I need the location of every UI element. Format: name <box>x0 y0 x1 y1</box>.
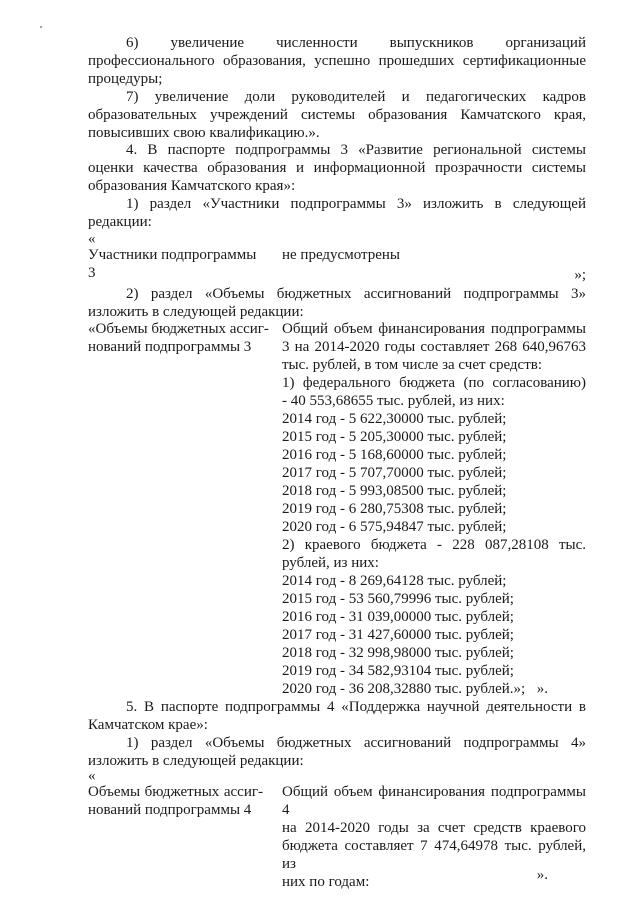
table-budget-3-line: 2016 год - 5 168,60000 тыс. рублей; <box>282 447 507 463</box>
close-quote-2 <box>88 680 586 698</box>
participants-value: не предусмотрены <box>282 247 401 263</box>
table-budget-3-line: 2014 год - 8 269,64128 тыс. рублей; <box>282 573 507 589</box>
paragraph-4-2-text: 2) раздел «Объемы бюджетных ассигнований подпрограммы 3» изложить в следующей редакции: <box>88 286 586 320</box>
table-budget-3-line: Общий объем финансирования подпрограммы <box>282 321 586 337</box>
table-budget-3-line: - 40 553,68655 тыс. рублей, из них: <box>282 393 505 409</box>
paragraph-4-2 <box>88 285 586 321</box>
table-budget-3-line: 2018 год - 5 993,08500 тыс. рублей; <box>282 483 507 499</box>
table-budget-3-line: 2018 год - 32 998,98000 тыс. рублей; <box>282 645 514 661</box>
table-budget-3-content <box>282 320 586 698</box>
table-budget-3-line: 2017 год - 31 427,60000 тыс. рублей; <box>282 627 514 643</box>
paragraph-7-text: 7) увеличение доли руководителей и педагогических кадров образовательных учреждений системы образования Камчатского края, повысивших свою квалификацию.». <box>88 89 586 141</box>
table-budget-4-label <box>88 783 263 819</box>
close-quote-1 <box>88 266 586 284</box>
scan-speck <box>40 26 42 28</box>
paragraph-7 <box>88 88 586 142</box>
table-budget-3-line: 2015 год - 5 205,30000 тыс. рублей; <box>282 429 507 445</box>
table-budget-3-line: 2019 год - 6 280,75308 тыс. рублей; <box>282 501 507 517</box>
close-quote-1-text: »; <box>574 267 586 283</box>
table-budget-3-line: 2020 год - 6 575,94847 тыс. рублей; <box>282 519 507 535</box>
participants-row <box>88 246 586 281</box>
close-quote-2-text: ». <box>536 681 548 697</box>
table-budget-3-line: 3 на 2014-2020 годы составляет 268 640,96763 <box>282 339 586 355</box>
table-budget-3-line: 2017 год - 5 707,70000 тыс. рублей; <box>282 465 507 481</box>
paragraph-4-1-text: 1) раздел «Участники подпрограммы 3» изложить в следующей редакции: <box>88 196 586 230</box>
table-budget-3-line: 2) краевого бюджета - 228 087,28108 тыс. <box>282 537 586 553</box>
open-quote-1-text: « <box>88 231 96 247</box>
table-budget-4-line: на 2014-2020 годы за счет средств краевого <box>282 820 586 836</box>
paragraph-5-1-text: 1) раздел «Объемы бюджетных ассигнований подпрограммы 4» изложить в следующей редакции: <box>88 735 586 769</box>
paragraph-6 <box>88 34 586 88</box>
open-quote-2-text: « <box>88 768 96 784</box>
paragraph-4-text: 4. В паспорте подпрограммы 3 «Развитие региональной системы оценки качества образования и информационной прозрачности системы образования Камчатского края»: <box>88 142 586 194</box>
table-budget-3-label-line1: «Объемы бюджетных ассиг- <box>88 321 269 337</box>
table-budget-4-line: Общий объем финансирования подпрограммы 4 <box>282 784 586 818</box>
table-budget-3-line: рублей, из них: <box>282 555 379 571</box>
paragraph-4 <box>88 141 586 195</box>
participants-label: Участники подпрограммы 3 <box>88 247 257 281</box>
table-budget-3-line: 2020 год - 36 208,32880 тыс. рублей.»; <box>282 681 526 697</box>
table-budget-3-line: 2015 год - 53 560,79996 тыс. рублей; <box>282 591 514 607</box>
table-budget-4-label-line2: нований подпрограммы 4 <box>88 802 252 818</box>
table-budget-3-label <box>88 320 269 356</box>
table-budget-3-line: 2016 год - 31 039,00000 тыс. рублей; <box>282 609 514 625</box>
table-budget-3 <box>88 320 586 697</box>
paragraph-5-1 <box>88 734 586 770</box>
paragraph-5 <box>88 698 586 734</box>
table-budget-3-line: тыс. рублей, в том числе за счет средств: <box>282 357 543 373</box>
table-budget-4-line: них по годам: <box>282 874 370 890</box>
close-quote-3-text: ». <box>536 867 548 883</box>
paragraph-4-1 <box>88 195 586 231</box>
table-budget-4-line: бюджета составляет 7 474,64978 тыс. рублей, из <box>282 838 586 872</box>
paragraph-6-text: 6) увеличение численности выпускников организаций профессионального образования, успешно прошедших сертификационные процедуры; <box>88 35 586 87</box>
table-budget-3-label-line2: нований подпрограммы 3 <box>88 339 252 355</box>
paragraph-5-text: 5. В паспорте подпрограммы 4 «Поддержка научной деятельности в Камчатском крае»: <box>88 699 586 733</box>
table-budget-3-line: 1) федерального бюджета (по согласованию) <box>282 375 586 391</box>
table-budget-4-label-line1: Объемы бюджетных ассиг- <box>88 784 263 800</box>
table-budget-3-line: 2014 год - 5 622,30000 тыс. рублей; <box>282 411 507 427</box>
table-budget-3-line: 2019 год - 34 582,93104 тыс. рублей; <box>282 663 514 679</box>
close-quote-3 <box>88 866 586 884</box>
table-budget-4 <box>88 783 586 890</box>
